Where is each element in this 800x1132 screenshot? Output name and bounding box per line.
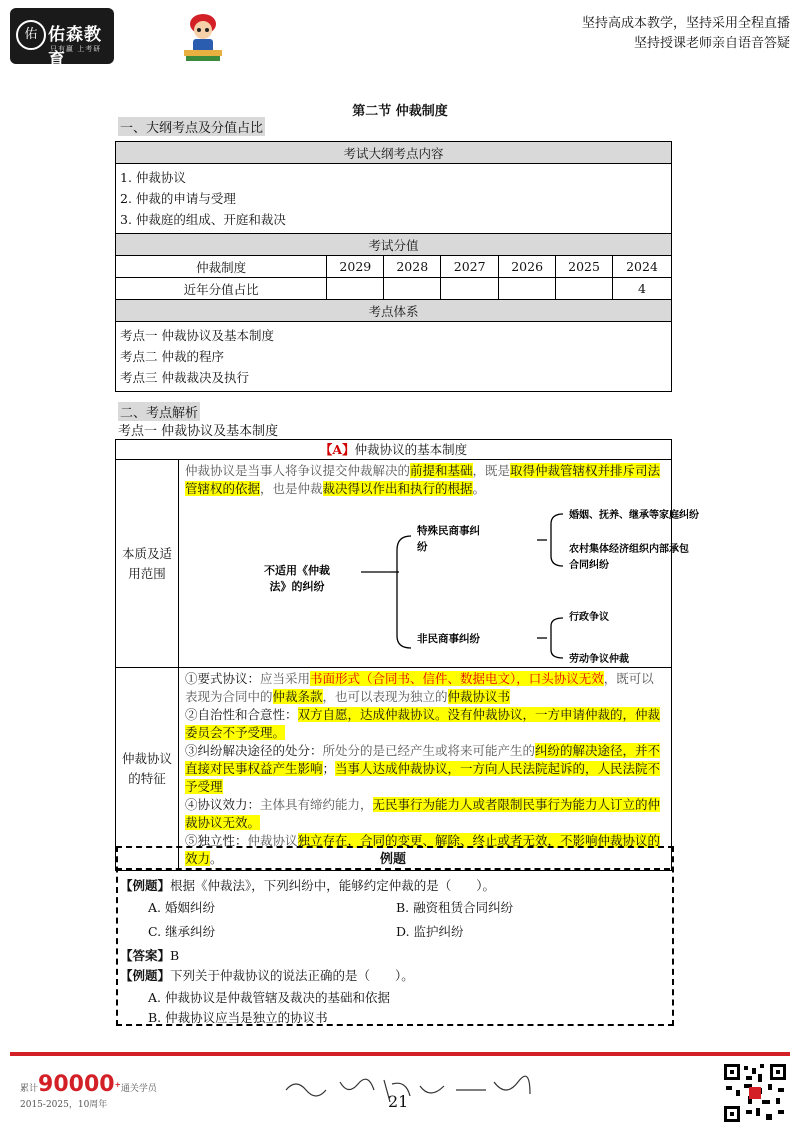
- ratio-cell: [441, 278, 499, 300]
- outline-items: [116, 164, 672, 234]
- basic-system-table: [115, 439, 699, 871]
- outline-item: 2. 仲裁的申请与受理: [120, 191, 236, 206]
- diagram-leaf3: 行政争议: [569, 612, 609, 623]
- header-slogan: [582, 14, 790, 54]
- logo-tagline: 只有赢 上考研: [50, 45, 102, 53]
- example-divider: [116, 868, 670, 870]
- footer-stats: 累计90000+通关学员 2015-2025，10周年: [20, 1072, 157, 1110]
- learner-count: 90000: [38, 1072, 115, 1097]
- brand-logo: [10, 8, 114, 70]
- diagram-leaf2-line2: 合同纠纷: [569, 560, 609, 571]
- ratio-cell: [384, 278, 441, 300]
- system-items: [116, 322, 672, 392]
- system-item: 考点一 仲裁协议及基本制度: [120, 328, 274, 343]
- part2-heading: 二、考点解析: [118, 402, 200, 421]
- system-item: 考点三 仲裁裁决及执行: [120, 370, 249, 385]
- diagram-branch1: 特殊民商事纠: [417, 525, 480, 537]
- dispute-diagram: [185, 502, 699, 665]
- q2-option-a: A. 仲裁协议是仲裁管辖及裁决的基础和依据: [148, 990, 390, 1005]
- ratio-cell: [556, 278, 613, 300]
- feature-1: ①要式协议：应当采用书面形式（合同书、信件、数据电文），口头协议无效，既可以表现为合同中的仲裁条款，也可以表现为独立的仲裁协议书: [185, 671, 654, 704]
- q1-option-c: C. 继承纠纷: [148, 924, 216, 939]
- system-header: 考点体系: [116, 300, 672, 322]
- slogan-line-1: 坚持高成本教学，坚持采用全程直播: [581, 16, 790, 31]
- ratio-cell: 4: [613, 278, 672, 300]
- diagram-root-line1: 不适用《仲裁: [264, 564, 330, 577]
- section-title: 第二节 仲裁制度: [352, 104, 448, 119]
- part1-heading: 一、大纲考点及分值占比: [118, 117, 265, 136]
- example-title: 例题: [379, 852, 406, 867]
- essence-text: 仲裁协议是当事人将争议提交仲裁解决的前提和基础，既是取得仲裁管辖权并排斥司法管辖权的依据，也是仲裁裁决得以作出和执行的根据。: [185, 463, 661, 496]
- row-label-essence: 本质及适用范围: [116, 460, 179, 668]
- footer-years: 2015-2025，10周年: [20, 1100, 108, 1110]
- logo-seal: 佑: [16, 20, 46, 50]
- score-row-label: 仲裁制度: [116, 256, 327, 278]
- page-number: 21: [388, 1092, 409, 1111]
- essence-content: [179, 460, 699, 668]
- ratio-cell: [499, 278, 556, 300]
- table-title: [116, 440, 672, 460]
- system-item: 考点二 仲裁的程序: [120, 349, 224, 364]
- footer-rule: [10, 1052, 790, 1056]
- question-2: 【例题】下列关于仲裁协议的说法正确的是（ ）。: [120, 968, 414, 983]
- row-label-features: 仲裁协议的特征: [116, 668, 179, 871]
- feature-5: ⑤独立性：仲裁协议独立存在，合同的变更、解除、终止或者无效，不影响仲裁协议的效力。: [185, 833, 661, 866]
- feature-2: ②自治性和合意性：双方自愿，达成仲裁协议。没有仲裁协议，一方申请仲裁的，仲裁委员会不予受理。: [185, 707, 661, 740]
- year-cell: 2028: [384, 256, 441, 278]
- outline-table: [115, 141, 672, 392]
- logo-name: 佑森教育: [48, 25, 102, 70]
- year-cell: 2027: [441, 256, 499, 278]
- diagram-leaf2-line1: 农村集体经济组织内部承包: [569, 544, 689, 555]
- slogan-line-2: 坚持授课老师亲自语音答疑: [633, 36, 790, 51]
- outline-header: 考试大纲考点内容: [116, 142, 672, 164]
- outline-item: 1. 仲裁协议: [120, 170, 186, 185]
- year-cell: 2026: [499, 256, 556, 278]
- mascot-icon: [178, 12, 228, 64]
- diagram-leaf4: 劳动争议仲裁: [569, 654, 629, 665]
- outline-item: 3. 仲裁庭的组成、开庭和裁决: [120, 212, 286, 227]
- feature-3: ③纠纷解决途径的处分：所处分的是已经产生或将来可能产生的纠纷的解决途径，并不直接对民事权益产生影响；当事人达成仲裁协议，一方向人民法院起诉的，人民法院不予受理: [185, 743, 661, 794]
- table-title-tag: 【A】: [319, 442, 355, 457]
- qr-code-icon: [722, 1062, 788, 1124]
- q1-option-d: D. 监护纠纷: [396, 924, 464, 939]
- features-content: [179, 668, 672, 871]
- table-title-text: 仲裁协议的基本制度: [354, 442, 468, 457]
- answer-1: 【答案】B: [120, 948, 180, 963]
- handwritten-signature: [280, 1072, 540, 1108]
- q2-option-b: B. 仲裁协议应当是独立的协议书: [148, 1010, 328, 1025]
- q1-option-a: A. 婚姻纠纷: [148, 900, 215, 915]
- diagram-root-line2: 法》的纠纷: [269, 580, 325, 593]
- year-cell: 2024: [613, 256, 672, 278]
- diagram-branch2: 非民商事纠纷: [417, 633, 480, 645]
- diagram-leaf1: 婚姻、抚养、继承等家庭纠纷: [569, 510, 699, 521]
- part2-subheading: 考点一 仲裁协议及基本制度: [118, 424, 279, 439]
- score-header: 考试分值: [116, 234, 672, 256]
- ratio-cell: [327, 278, 384, 300]
- question-1: 【例题】根据《仲裁法》，下列纠纷中，能够约定仲裁的是（ ）。: [120, 878, 496, 893]
- feature-4: ④协议效力：主体具有缔约能力，无民事行为能力人或者限制民事行为能力人订立的仲裁协议无效。: [185, 797, 661, 830]
- q1-option-b: B. 融资租赁合同纠纷: [396, 900, 514, 915]
- year-cell: 2029: [327, 256, 384, 278]
- year-cell: 2025: [556, 256, 613, 278]
- svg-text:纷: 纷: [417, 541, 428, 553]
- ratio-label: 近年分值占比: [116, 278, 327, 300]
